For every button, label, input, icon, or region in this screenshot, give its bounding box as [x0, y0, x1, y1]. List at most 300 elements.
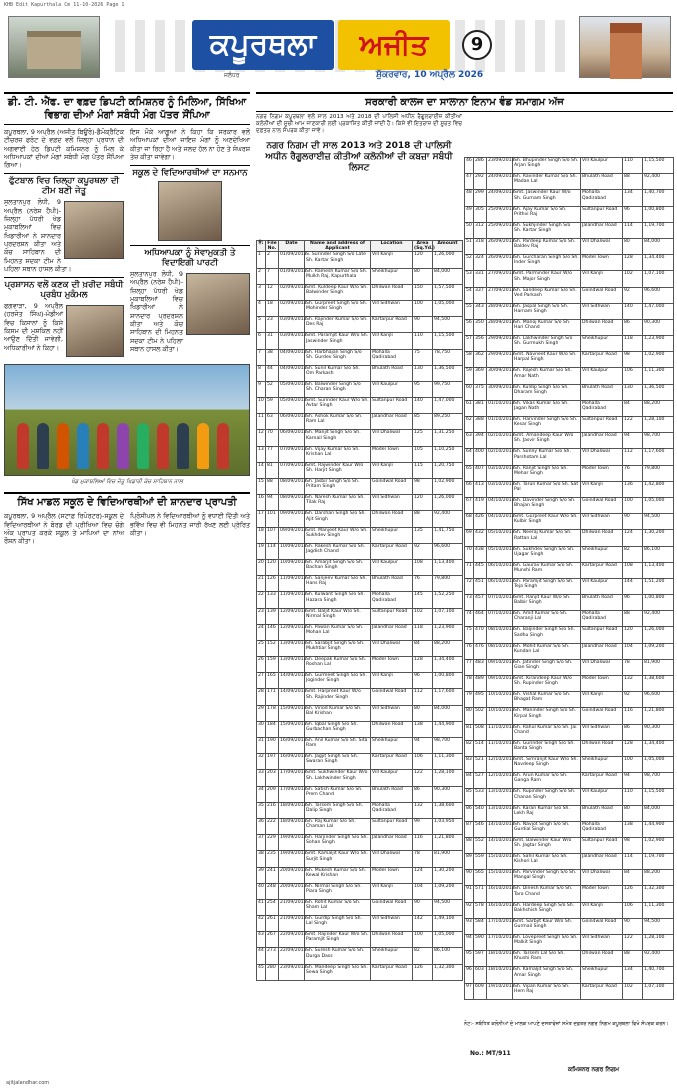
table-cell: Sh. Rohit Kumar S/o Sh. Sham Lal [305, 899, 371, 915]
table-cell: 15/09/2013 [279, 705, 305, 721]
table-cell: 09/09/2013 [279, 527, 305, 543]
table-cell: 1,26,000 [433, 252, 463, 268]
table-row [465, 336, 674, 352]
table-cell: 78,750 [433, 349, 463, 365]
bottom-headline: ਸਿੱਖ ਮਾਡਲ ਸਕੂਲ ਦੇ ਵਿਦਿਆਰਥੀਆਂ ਦੀ ਸ਼ਾਨਦਾਰ ਪ੍ਰਾਪਤੀ [4, 492, 250, 509]
table-cell: Bhulath Road [581, 174, 623, 190]
table-cell: 128 [623, 255, 643, 271]
table-cell: Sh. Amit Kumar S/o Sh. Charanji Lal [513, 611, 581, 627]
table-row [257, 964, 463, 980]
table-row [257, 300, 463, 316]
table-cell: Sh. Dinesh Kumar S/o Sh. Tara Chand [513, 886, 581, 902]
table-cell: Sh. Jatinder Singh S/o Sh. Gian Singh [513, 659, 581, 675]
table-row [257, 479, 463, 495]
table-cell: 15/10/2013 [487, 870, 513, 886]
table-cell: Model Town [581, 465, 623, 481]
table-cell: 80 [623, 238, 643, 254]
table-cell: Vill Dhaliwal [371, 640, 413, 656]
table-cell: Sh. Nirmal Singh S/o Sh. Piara Singh [305, 883, 371, 899]
table-cell: 14/10/2013 [487, 821, 513, 837]
table-cell: 88,200 [643, 400, 674, 416]
portrait-photo [158, 181, 222, 241]
table-cell: 546 [474, 821, 487, 837]
table-cell: 80 [413, 268, 433, 284]
table-cell: 116 [623, 708, 643, 724]
table-cell: 106 [623, 368, 643, 384]
table-cell: 9 [257, 381, 266, 397]
table-cell: 159 [266, 657, 279, 673]
table-body-right [465, 158, 674, 1000]
notice-footer-note: ਨੋਟ:- ਸਬੰਧਿਤ ਕਲੋਨੀਆਂ ਦੇ ਮਾਲਕ ਆਪਣੇ ਦਸਤਾਵੇਜ਼ਾਂ ਸਮੇਤ ਦਫ਼ਤਰ ਨਗਰ ਨਿਗਮ ਕਪੂਰਥਲਾ ਵਿਖੇ ਸੰਪਰਕ ਕਰਨ। [464, 1021, 669, 1027]
table-cell: 26/09/2013 [487, 238, 513, 254]
table-cell: 1,17,600 [433, 689, 463, 705]
table-cell: 24 [257, 624, 266, 640]
table-cell: 14 [257, 462, 266, 478]
table-cell: Sh. Lovepreet Singh S/o Sh. Malkit Singh [513, 935, 581, 951]
list-heading: ਨਗਰ ਨਿਗਮ ਦੀ ਸਾਲ 2013 ਅਤੇ 2018 ਦੀ ਪਾਲਿਸੀ ਅਧੀਨ ਰੈਗੂਲਰਾਈਜ਼ ਕੀਤੀਆਂ ਕਲੋਨੀਆਂ ਦੀ ਕਬਜ਼ਾ ਸਬੰਧੀ ਲਿਸਟ [265, 141, 453, 173]
table-cell: Smt. Rajinder Kaur W/o Sh. Paramjit Singh [305, 932, 371, 948]
table-cell: Model Town [581, 886, 623, 902]
table-cell: 144 [623, 578, 643, 594]
table-cell: Smt. Gurpreet Kaur W/o Sh. Kulbir Singh [513, 514, 581, 530]
table-cell: 72 [465, 578, 474, 594]
table-cell: 90,300 [433, 786, 463, 802]
table-row [465, 935, 674, 951]
table-cell: 10 [257, 398, 266, 414]
masthead-photo-right [579, 16, 671, 78]
table-cell: Goindwal Road [371, 689, 413, 705]
table-cell: 1,32,300 [643, 886, 674, 902]
table-cell: 62 [465, 417, 474, 433]
table-cell: Kartarpur Road [581, 352, 623, 368]
table-cell: Sh. Gurdip Singh S/o Sh. Lal Singh [305, 916, 371, 932]
table-cell: Bhulath Road [371, 576, 413, 592]
table-cell: 88 [623, 951, 643, 967]
table-cell: Vill Kanjli [371, 462, 413, 478]
table-cell: 81 [266, 462, 279, 478]
table-cell: Dhilwan Road [581, 740, 623, 756]
table-cell: 299 [474, 190, 487, 206]
table-cell: 40 [257, 883, 266, 899]
table-cell: Smt. Paramjit Kaur W/o Sh. Jaswinder Singh [305, 333, 371, 349]
table-cell: 1,02,900 [643, 352, 674, 368]
table-row [465, 190, 674, 206]
table-row [257, 446, 463, 462]
table-cell: Jalandhar Road [371, 835, 413, 851]
table-row [465, 821, 674, 837]
table-cell: 63 [465, 433, 474, 449]
table-cell: Vill Sidhwan [581, 935, 623, 951]
table-cell: 86 [623, 319, 643, 335]
table-cell: 130 [623, 384, 643, 400]
table-cell: 05/09/2013 [279, 381, 305, 397]
table-row [257, 495, 463, 511]
table-cell: 126 [623, 886, 643, 902]
table-cell: 22 [257, 592, 266, 608]
table-row [465, 562, 674, 578]
table-cell: Smt. Sarbjit Kaur W/o Sh. Gurmail Singh [513, 918, 581, 934]
table-cell: Sh. Bhupinder Singh S/o Sh. Arjan Singh [513, 158, 581, 174]
table-cell: 254 [266, 899, 279, 915]
table-cell: 30/09/2013 [487, 368, 513, 384]
table-cell: Smt. Manjeet Kaur W/o Sh. Sukhdev Singh [305, 527, 371, 543]
table-cell: 1,31,250 [433, 430, 463, 446]
table-cell: 209 [266, 786, 279, 802]
table-cell: Goindwal Road [581, 287, 623, 303]
table-cell: 337 [474, 287, 487, 303]
table-cell: 43 [257, 932, 266, 948]
table-cell: 84,000 [433, 268, 463, 284]
table-cell: Model Town [371, 446, 413, 462]
table-cell: 7 [266, 268, 279, 284]
table-cell: Sheikhupur [371, 738, 413, 754]
table-cell: 33 [257, 770, 266, 786]
table-cell: 08/10/2013 [487, 627, 513, 643]
table-cell: 06/10/2013 [487, 578, 513, 594]
table-cell: 20 [257, 559, 266, 575]
table-cell: Sheikhupur [581, 756, 623, 772]
table-cell: 10/10/2013 [487, 708, 513, 724]
story-paragraph: ਇਸ ਮੌਕੇ ਆਗੂਆਂ ਨੇ ਕਿਹਾ ਕਿ ਸਰਕਾਰ ਵਲੋਂ ਅਧਿਆਪਕਾਂ ਦੀਆਂ ਜਾਇਜ਼ ਮੰਗਾਂ ਨੂੰ ਅਣਦੇਖਿਆ ਕੀਤਾ ਜਾ ਰਿਹਾ ਹੈ ਅਤੇ ਜਲਦ ਹੱਲ ਨਾ ਹੋਣ ਤੇ ਸੰਘਰਸ਼ ਤੇਜ਼ ਕੀਤਾ ਜਾਵੇਗਾ। [130, 128, 250, 161]
table-row [257, 317, 463, 333]
table-cell: Vill Dhaliwal [581, 238, 623, 254]
table-cell: 90,300 [643, 319, 674, 335]
table-cell: Dhilwan Road [371, 721, 413, 737]
table-row [465, 303, 674, 319]
table-row [257, 899, 463, 915]
table-cell: 49 [465, 206, 474, 222]
table-cell: Sh. Maninder Singh S/o Sh. Kirpal Singh [513, 708, 581, 724]
table-cell: 44 [257, 948, 266, 964]
table-cell: Smt. Navneet Kaur W/o Sh. Harpal Singh [513, 352, 581, 368]
table-cell: 94 [266, 495, 279, 511]
table-cell: 394 [474, 433, 487, 449]
table-row [257, 349, 463, 365]
table-cell: 16/09/2013 [279, 738, 305, 754]
table-cell: 80 [623, 805, 643, 821]
table-cell: 88 [623, 611, 643, 627]
table-cell: 184 [266, 721, 279, 737]
table-cell: 1,38,600 [643, 676, 674, 692]
table-cell: 96 [623, 206, 643, 222]
table-cell: Sh. Jagjit Singh S/o Sh. Swaran Singh [305, 754, 371, 770]
table-cell: 122 [623, 417, 643, 433]
table-cell: 54 [465, 287, 474, 303]
table-cell: Bhulath Road [581, 595, 623, 611]
table-cell: Vill Dhaliwal [581, 870, 623, 886]
table-row [465, 611, 674, 627]
table-cell: 1,28,100 [433, 770, 463, 786]
table-cell: Sh. Tarsem Lal S/o Sh. Khushi Ram [513, 951, 581, 967]
table-cell: 53 [465, 271, 474, 287]
story-paragraph: ਕਪੂਰਥਲਾ, 9 ਅਪ੍ਰੈਲ (ਅਜੀਤ ਬਿਊਰੋ)-ਡੈਮੋਕ੍ਰੈਟਿਕ ਟੀਚਰਜ਼ ਫਰੰਟ ਦੇ ਵਫ਼ਦ ਵਲੋਂ ਜ਼ਿਲ੍ਹਾ ਪ੍ਰਧਾਨ ਦੀ ਅਗਵਾਈ ਹੇਠ ਡਿਪਟੀ ਕਮਿਸ਼ਨਰ ਨੂੰ ਮਿਲ ਕੇ ਅਧਿਆਪਕਾਂ ਦੀਆਂ ਮੰਗਾਂ ਸਬੰਧੀ ਮੰਗ ਪੱਤਰ ਸੌਂਪਿਆ ਗਿਆ। [4, 128, 124, 170]
table-cell: 229 [266, 835, 279, 851]
table-cell: 44 [266, 365, 279, 381]
table-cell: Mohalla Qadirabad [371, 592, 413, 608]
colony-table-left [256, 240, 463, 981]
table-cell: 92,400 [643, 174, 674, 190]
table-cell: Jalandhar Road [371, 414, 413, 430]
table-cell: 90 [465, 870, 474, 886]
table-cell: 1,15,500 [643, 158, 674, 174]
table-cell: 32 [257, 754, 266, 770]
table-cell: 11/10/2013 [487, 740, 513, 756]
table-cell: 1,23,900 [433, 624, 463, 640]
table-row [257, 624, 463, 640]
table-cell: 1,23,900 [643, 336, 674, 352]
table-cell: Sh. Hardeep Singh S/o Sh. Bakhshish Singh [513, 902, 581, 918]
table-cell: 1,47,000 [643, 303, 674, 319]
table-cell: 1,11,300 [643, 368, 674, 384]
table-body-left [257, 252, 463, 980]
table-cell: 107 [266, 527, 279, 543]
table-cell: 19/10/2013 [487, 983, 513, 999]
table-row [257, 381, 463, 397]
table-cell: 14/09/2013 [279, 689, 305, 705]
table-cell: Smt. Parminder Kaur W/o Sh. Major Singh [513, 271, 581, 287]
table-cell: 112 [413, 689, 433, 705]
table-cell: 305 [474, 206, 487, 222]
table-cell: 7 [257, 349, 266, 365]
table-cell: 82 [623, 546, 643, 562]
table-cell: 312 [474, 222, 487, 238]
table-cell: 12/09/2013 [279, 608, 305, 624]
table-cell: 77 [266, 446, 279, 462]
table-cell: 102 [623, 983, 643, 999]
table-row [465, 174, 674, 190]
table-cell: Vill Sidhwan [371, 705, 413, 721]
table-cell: 108 [413, 559, 433, 575]
table-row [465, 854, 674, 870]
table-cell: Sh. Jasbir Singh S/o Sh. Pritam Singh [305, 479, 371, 495]
table-cell: Vill Kanjli [371, 883, 413, 899]
table-cell: 59 [266, 398, 279, 414]
table-cell: Goindwal Road [581, 497, 623, 513]
table-cell: 126 [266, 576, 279, 592]
table-cell: 38 [257, 851, 266, 867]
table-cell: 126 [413, 964, 433, 980]
table-cell: Vill Kanjli [581, 692, 623, 708]
colony-table-right [464, 157, 674, 1000]
table-cell: Sh. Vikas Kumar S/o Sh. Jagan Nath [513, 400, 581, 416]
table-cell: 1,15,500 [643, 789, 674, 805]
table-cell: Sh. Sunny Kumar S/o Sh. Parshotam Lal [513, 449, 581, 465]
table-cell: 115 [413, 462, 433, 478]
table-cell: 1,00,800 [643, 595, 674, 611]
table-cell: 86,100 [643, 546, 674, 562]
table-cell: 09/09/2013 [279, 511, 305, 527]
table-cell: Sh. Paramjit Singh S/o Sh. Teja Singh [513, 578, 581, 594]
table-cell: Sultanpur Road [581, 837, 623, 853]
table-cell: Dhilwan Road [371, 932, 413, 948]
table-cell: 102 [413, 608, 433, 624]
table-cell: 100 [623, 756, 643, 772]
table-cell: 70 [266, 430, 279, 446]
table-cell: 1,26,000 [433, 495, 463, 511]
table-cell: Smt. Sukhwinder Kaur W/o Sh. Lakhwinder Singh [305, 770, 371, 786]
column-header: Amount [433, 241, 463, 252]
table-cell: Kartarpur Road [371, 964, 413, 980]
table-cell: Vill Sidhwan [581, 514, 623, 530]
table-cell: 350 [474, 319, 487, 335]
table-cell: Vill Kanjli [581, 481, 623, 497]
table-cell: 04/09/2013 [279, 349, 305, 365]
table-cell: Vill Dhaliwal [581, 449, 623, 465]
table-cell: Sh. Ravinder Kumar S/o Sh. Madan Lal [513, 174, 581, 190]
table-cell: 1,36,500 [433, 365, 463, 381]
table-cell: 02/10/2013 [487, 449, 513, 465]
table-cell: 92 [623, 692, 643, 708]
table-cell: 90 [623, 918, 643, 934]
table-cell: 1,52,250 [433, 592, 463, 608]
table-row [465, 514, 674, 530]
table-cell: 1,28,100 [643, 935, 674, 951]
table-row [465, 158, 674, 174]
table-cell: 261 [266, 916, 279, 932]
table-cell: 104 [413, 883, 433, 899]
table-cell: 12/10/2013 [487, 773, 513, 789]
table-cell: Sh. Sarabjit Singh S/o Sh. Mukhtiar Singh [305, 640, 371, 656]
table-cell: 76 [465, 643, 474, 659]
table-cell: 41 [257, 899, 266, 915]
table-row [465, 319, 674, 335]
table-cell: 25 [257, 640, 266, 656]
table-cell: Sh. Manoj Kumar S/o Sh. Hari Chand [513, 319, 581, 335]
table-cell: 140 [413, 398, 433, 414]
table-cell: Sh. Mandeep Singh S/o Sh. Sewa Singh [305, 964, 371, 980]
table-cell: 381 [474, 400, 487, 416]
table-cell: Sh. Balwinder Singh S/o Sh. Charan Singh [305, 381, 371, 397]
table-cell: 1,10,250 [433, 446, 463, 462]
table-cell: 1,03,950 [433, 818, 463, 834]
table-cell: Bhulath Road [371, 786, 413, 802]
table-cell: 03/10/2013 [487, 481, 513, 497]
table-cell: Vill Sidhwan [371, 300, 413, 316]
table-row [465, 708, 674, 724]
table-cell: 04/10/2013 [487, 497, 513, 513]
table-cell: 67 [465, 497, 474, 513]
table-cell: 75 [465, 627, 474, 643]
table-cell: Sultanpur Road [581, 206, 623, 222]
table-row [465, 206, 674, 222]
table-cell: Smt. Kamaljit Kaur W/o Sh. Surjit Singh [305, 851, 371, 867]
table-cell: 14/10/2013 [487, 837, 513, 853]
table-cell: 56 [465, 319, 474, 335]
table-cell: 105 [413, 446, 433, 462]
table-cell: 124 [623, 530, 643, 546]
table-cell: Vill Dhaliwal [371, 851, 413, 867]
table-cell: 165 [266, 673, 279, 689]
table-cell: Sh. Arun Kumar S/o Sh. Ganga Ram [513, 773, 581, 789]
table-cell: 267 [266, 932, 279, 948]
table-cell: 80 [465, 708, 474, 724]
table-cell: 1,05,000 [643, 756, 674, 772]
table-cell: Sh. Sandeep Kumar S/o Sh. Ved Parkash [513, 287, 581, 303]
table-cell: 216 [266, 802, 279, 818]
table-cell: 19/09/2013 [279, 851, 305, 867]
table-cell: Smt. Rajwinder Kaur W/o Sh. Harjit Singh [305, 462, 371, 478]
table-row [257, 284, 463, 300]
table-cell: 15/09/2013 [279, 721, 305, 737]
table-row [465, 481, 674, 497]
table-cell: 05/09/2013 [279, 398, 305, 414]
table-cell: 86 [413, 786, 433, 802]
table-cell: 1,30,200 [433, 867, 463, 883]
table-cell: 18/09/2013 [279, 818, 305, 834]
table-row [257, 592, 463, 608]
table-cell: 197 [266, 754, 279, 770]
table-cell: 93 [465, 918, 474, 934]
table-cell: 30/09/2013 [487, 384, 513, 400]
table-cell: Sh. Lakhwinder Singh S/o Sh. Gurmukh Singh [513, 336, 581, 352]
table-cell: 1,44,900 [433, 721, 463, 737]
table-cell: Vill Sidhwan [371, 916, 413, 932]
table-cell: 92 [623, 287, 643, 303]
page-number: 9 [462, 30, 492, 60]
table-cell: 29/09/2013 [487, 352, 513, 368]
table-row [465, 983, 674, 999]
table-cell: 18/10/2013 [487, 951, 513, 967]
table-cell: 88,200 [433, 640, 463, 656]
table-cell: 25/09/2013 [487, 206, 513, 222]
table-cell: Model Town [581, 676, 623, 692]
lead-story-columns [4, 128, 250, 360]
table-cell: 138 [413, 721, 433, 737]
table-cell: Dhilwan Road [581, 530, 623, 546]
table-cell: Sultanpur Road [581, 627, 623, 643]
table-cell: 1,21,800 [433, 835, 463, 851]
table-cell: 171 [266, 689, 279, 705]
table-cell: Sh. Rakesh Kumar S/o Sh. Jagdish Chand [305, 543, 371, 559]
table-row [465, 384, 674, 400]
table-cell: Kartarpur Road [371, 317, 413, 333]
table-cell: Sh. Gaurav Kumar S/o Sh. Munshi Ram [513, 562, 581, 578]
table-cell: 36 [257, 818, 266, 834]
table-cell: 1,19,700 [643, 222, 674, 238]
table-cell: 552 [474, 837, 487, 853]
table-cell: 28/09/2013 [487, 319, 513, 335]
table-cell: 90 [413, 317, 433, 333]
table-row [465, 870, 674, 886]
table-cell: 426 [474, 514, 487, 530]
table-cell: 34 [257, 786, 266, 802]
table-cell: 17/10/2013 [487, 935, 513, 951]
table-cell: 68 [465, 514, 474, 530]
table-cell: 23/09/2013 [487, 158, 513, 174]
table-cell: 86 [623, 724, 643, 740]
table-cell: Sh. Karan Kumar S/o Sh. Lekh Raj [513, 805, 581, 821]
table-cell: 94,500 [433, 317, 463, 333]
table-cell: 13/10/2013 [487, 805, 513, 821]
table-cell: Sultanpur Road [371, 818, 413, 834]
table-row [257, 398, 463, 414]
table-cell: 110 [413, 333, 433, 349]
table-cell: 343 [474, 303, 487, 319]
table-cell: 1,09,200 [643, 643, 674, 659]
table-cell: 280 [266, 964, 279, 980]
portrait-photo [186, 273, 250, 335]
table-cell: 11/09/2013 [279, 576, 305, 592]
table-cell: 142 [413, 916, 433, 932]
table-row [257, 365, 463, 381]
table-cell: Sh. Ajay Kumar S/o Sh. Prithvi Raj [513, 206, 581, 222]
table-cell: 23 [257, 608, 266, 624]
table-cell: Sh. Darshan Singh S/o Sh. Ajit Singh [305, 511, 371, 527]
table-row [465, 773, 674, 789]
table-cell: 21/09/2013 [279, 916, 305, 932]
table-cell: 07/10/2013 [487, 595, 513, 611]
table-cell: Sheikhupur [581, 546, 623, 562]
